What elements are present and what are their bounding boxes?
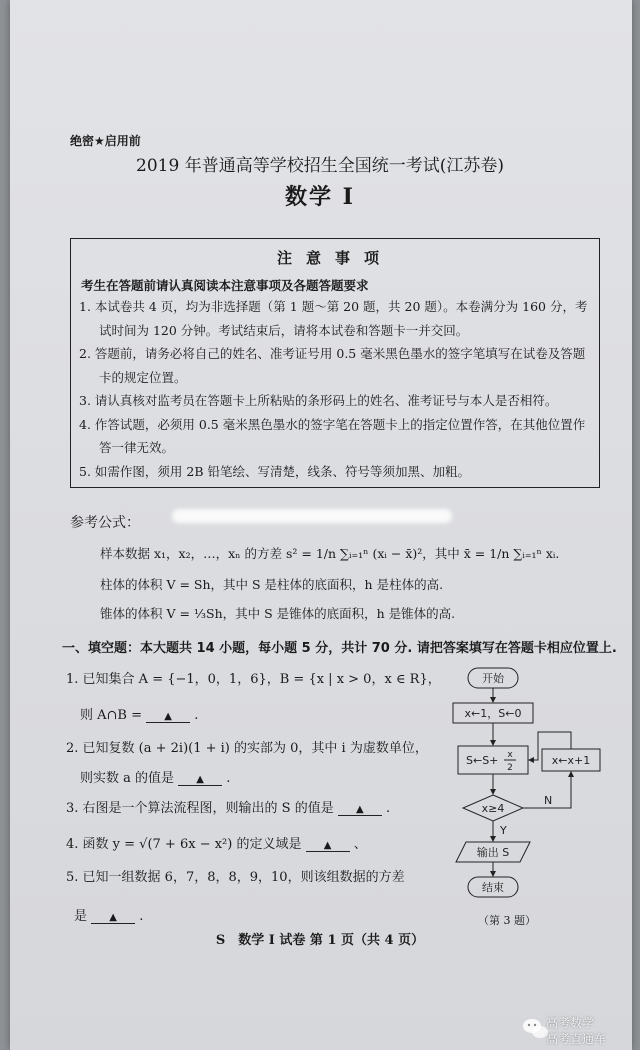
notice-heading: 考生在答题前请认真阅读本注意事项及各题答题要求 (81, 278, 369, 293)
flow-update-x-label: x←x+1 (551, 754, 591, 767)
question-5-period: . (139, 909, 144, 924)
flowchart-caption: （第 3 题） (478, 914, 536, 927)
redaction-smudge (172, 509, 452, 523)
question-1-answer-line (80, 704, 198, 723)
question-4-prompt: 4. 函数 y = √(7 + 6x − x²) 的定义域是 (66, 837, 302, 852)
question-1: 1. 已知集合 A = {−1，0，1，6}，B = {x | x > 0，x ∈ R}， (66, 672, 441, 687)
notice-list (79, 295, 593, 483)
variance-lead: 样本数据 x₁，x₂，…，xₙ 的方差 s² = (100, 546, 312, 561)
watermark-line-1: 高考数学 (546, 1016, 595, 1030)
notice-title: 注意事项 (276, 249, 393, 267)
answer-blank: ▲ (91, 912, 135, 924)
flow-update-s-numerator: x (507, 750, 513, 760)
question-1-prompt: 则 A∩B = (80, 708, 142, 723)
question-4 (66, 833, 367, 852)
flow-yes-label: Y (500, 824, 507, 837)
question-3-period: . (386, 801, 391, 816)
question-5-answer-line (74, 905, 143, 924)
flow-output-label: 输出 S (476, 846, 510, 859)
question-2-prompt: 则实数 a 的值是 (80, 771, 175, 786)
question-3-prompt: 3. 右图是一个算法流程图，则输出的 S 的值是 (66, 801, 334, 816)
watermark-line-2: 高考直通车 (546, 1032, 607, 1046)
answer-blank: ▲ (338, 804, 382, 816)
confidential-label: 绝密★启用前 (70, 134, 141, 148)
notice-box (70, 238, 600, 488)
question-5: 5. 已知一组数据 6，7，8，8，9，10，则该组数据的方差 (66, 870, 405, 885)
cone-formula: 锥体的体积 V = ⅓Sh，其中 S 是锥体的底面积，h 是锥体的高. (100, 606, 456, 621)
question-5-prompt: 是 (74, 909, 88, 924)
subject-title: 数学 I (285, 184, 355, 210)
notice-item: 3. 请认真核对监考员在答题卡上所粘贴的条形码上的姓名、准考证号与本人是否相符。 (79, 393, 558, 408)
notice-item: 2. 答题前，请务必将自己的姓名、准考证号用 0.5 毫米黑色墨水的签字笔填写在试卷及答题卡的规定位置。 (79, 346, 586, 385)
exam-title: 2019 年普通高等学校招生全国统一考试(江苏卷) (136, 156, 504, 176)
section-heading: 一、填空题：本大题共 14 小题，每小题 5 分，共计 70 分. 请把答案填写在答题卡相应位置上. (62, 641, 617, 656)
reference-formula-label: 参考公式： (70, 515, 140, 531)
question-2: 2. 已知复数 (a + 2i)(1 + i) 的实部为 0，其中 i 为虚数单位， (66, 741, 428, 756)
flow-update-s-denominator: 2 (507, 763, 513, 773)
notice-item: 4. 作答试题，必须用 0.5 毫米黑色墨水的签字笔在答题卡上的指定位置作答，在其他位置作答一律无效。 (79, 416, 586, 455)
question-2-period: . (226, 771, 231, 786)
page-footer: S 数学 I 试卷 第 1 页（共 4 页） (215, 933, 425, 948)
question-1-period: . (194, 708, 199, 723)
cylinder-formula: 柱体的体积 V = Sh，其中 S 是柱体的底面积，h 是柱体的高. (100, 577, 444, 592)
flow-start-label: 开始 (482, 672, 504, 685)
flow-init-label: x←1，S←0 (464, 707, 522, 720)
answer-blank: ▲ (146, 711, 190, 723)
algorithm-flowchart (440, 660, 605, 930)
answer-blank: ▲ (178, 774, 222, 786)
flow-end-label: 结束 (482, 881, 504, 894)
question-3 (66, 797, 390, 816)
notice-item: 5. 如需作图，须用 2B 铅笔绘、写清楚，线条、符号等须加黑、加粗。 (79, 463, 470, 479)
question-4-comma: 、 (353, 837, 367, 852)
question-2-answer-line (80, 767, 230, 786)
flow-update-s-label: S←S+ (466, 754, 499, 767)
flow-no-label: N (544, 794, 553, 807)
flow-condition-label: x≥4 (481, 802, 505, 815)
variance-formula (100, 544, 559, 562)
variance-expression: 1/n ∑ᵢ₌₁ⁿ (xᵢ − x̄)²，其中 x̄ = 1/n ∑ᵢ₌₁ⁿ xᵢ. (315, 546, 560, 561)
answer-blank: ▲ (306, 840, 350, 852)
notice-item: 1. 本试卷共 4 页，均为非选择题（第 1 题～第 20 题，共 20 题）。本卷满分为 160 分，考试时间为 120 分钟。考试结束后，请将本试卷和答题卡一并交回。 (79, 299, 588, 338)
